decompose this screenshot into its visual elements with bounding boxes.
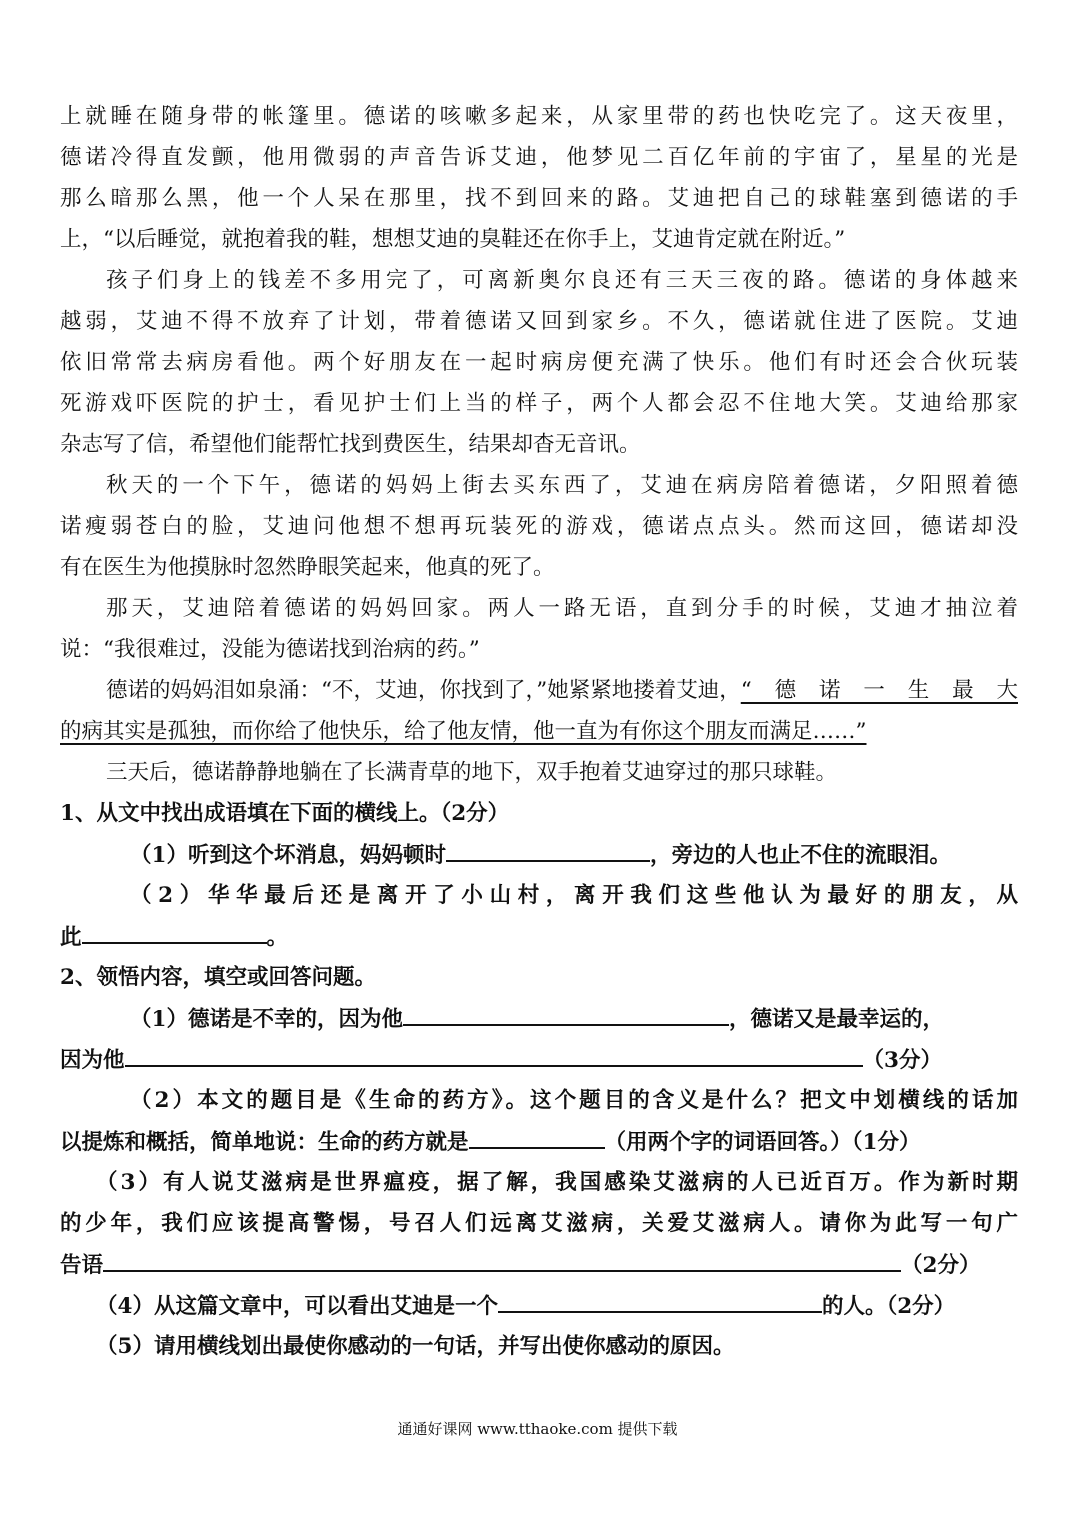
question-text: 的人。（2分）: [821, 1294, 956, 1319]
document-page: [60, 96, 1018, 1367]
question-1-2-cont: [60, 916, 1018, 957]
underlined-sentence: 的病其实是孤独，而你给了他快乐，给了他友情，他一直为有你这个朋友而满足……”: [60, 719, 867, 744]
passage-line: 那么暗那么黑，他一个人呆在那里，找不到回来的路。艾迪把自己的球鞋塞到德诺的手: [60, 186, 1018, 211]
question-text: 告语: [60, 1253, 104, 1278]
passage-line: [60, 711, 1018, 752]
passage-line: [60, 670, 1018, 711]
passage-line: 有在医生为他摸脉时忽然睁眼笑起来，他真的死了。: [60, 555, 555, 580]
answer-blank[interactable]: [82, 916, 267, 944]
question-text: 以提炼和概括，简单地说：生命的药方就是: [60, 1130, 469, 1155]
passage-text: 德诺的妈妈泪如泉涌：“不，艾迪，你找到了，”她紧紧地搂着艾迪，: [106, 678, 741, 703]
question-text: （1）德诺是不幸的，因为他: [130, 1007, 403, 1032]
question-2-1: [60, 998, 1018, 1039]
page-footer: 通通好课网 www.tthaoke.com 提供下载: [397, 1420, 678, 1438]
question-text: ，旁边的人也止不住的流眼泪。: [649, 843, 951, 868]
question-text: 此: [60, 925, 82, 950]
passage-line: 孩子们身上的钱差不多用完了，可离新奥尔良还有三天三夜的路。德诺的身体越来: [106, 268, 1018, 293]
question-text: 。: [266, 925, 289, 950]
question-text: （4）从这篇文章中，可以看出艾迪是一个: [96, 1294, 498, 1319]
question-2-3-cont: 的少年，我们应该提高警惕，号召人们远离艾滋病，关爱艾滋病人。请你为此写一句广: [60, 1211, 1018, 1236]
passage-line: 杂志写了信，希望他们能帮忙找到费医生，结果却杳无音讯。: [60, 432, 641, 457]
passage-line: 诺瘦弱苍白的脸，艾迪问他想不想再玩装死的游戏，德诺点点头。然而这回，德诺却没: [60, 514, 1018, 539]
score-label: （3分）: [862, 1048, 942, 1073]
passage-line: 说：“我很难过，没能为德诺找到治病的药。”: [60, 637, 480, 662]
answer-blank[interactable]: [103, 1244, 901, 1272]
question-2-3-answer: [60, 1244, 1018, 1285]
question-2-title: 2、领悟内容，填空或回答问题。: [60, 965, 376, 990]
passage-line: 死游戏吓医院的护士，看见护士们上当的样子，两个人都会忍不住地大笑。艾迪给那家: [60, 391, 1018, 416]
question-text: 因为他: [60, 1048, 125, 1073]
passage-line: 越弱，艾迪不得不放弃了计划，带着德诺又回到家乡。不久，德诺就住进了医院。艾迪: [60, 309, 1018, 334]
passage-line: 三天后，德诺静静地躺在了长满青草的地下，双手抱着艾迪穿过的那只球鞋。: [106, 760, 838, 785]
question-2-3: （3）有人说艾滋病是世界瘟疫，据了解，我国感染艾滋病的人已近百万。作为新时期: [96, 1170, 1018, 1195]
passage-line: 依旧常常去病房看他。两个好朋友在一起时病房便充满了快乐。他们有时还会合伙玩装: [60, 350, 1018, 375]
answer-blank[interactable]: [446, 834, 650, 862]
question-1-1: [60, 834, 1018, 875]
underlined-sentence: “德诺一生最大: [740, 678, 1018, 703]
passage-line: 德诺冷得直发颤，他用微弱的声音告诉艾迪，他梦见二百亿年前的宇宙了，星星的光是: [60, 145, 1018, 170]
score-label: （2分）: [901, 1253, 981, 1278]
passage-line: 上，“以后睡觉，就抱着我的鞋，想想艾迪的臭鞋还在你手上，艾迪肯定就在附近。”: [60, 227, 846, 252]
passage-line: 上就睡在随身带的帐篷里。德诺的咳嗽多起来，从家里带的药也快吃完了。这天夜里，: [60, 104, 1018, 129]
passage-line: 那天，艾迪陪着德诺的妈妈回家。两人一路无语，直到分手的时候，艾迪才抽泣着: [106, 596, 1018, 621]
question-text: ，德诺又是最幸运的，: [728, 1007, 944, 1032]
answer-blank[interactable]: [125, 1039, 863, 1067]
question-1-title: 1、从文中找出成语填在下面的横线上。（2分）: [60, 801, 510, 826]
question-2-5: （5）请用横线划出最使你感动的一句话，并写出使你感动的原因。: [96, 1334, 735, 1359]
question-2-1-cont: [60, 1039, 1018, 1080]
answer-blank[interactable]: [403, 998, 729, 1026]
question-2-2: （2）本文的题目是《生命的药方》。这个题目的含义是什么？把文中划横线的话加: [130, 1088, 1018, 1113]
question-text: （1）听到这个坏消息，妈妈顿时: [130, 843, 446, 868]
question-text: （用两个字的词语回答。）（1分）: [604, 1130, 921, 1155]
passage-line: 秋天的一个下午，德诺的妈妈上街去买东西了，艾迪在病房陪着德诺，夕阳照着德: [106, 473, 1018, 498]
answer-blank[interactable]: [498, 1285, 822, 1313]
question-2-4: [60, 1285, 1018, 1326]
answer-blank[interactable]: [469, 1121, 605, 1149]
question-2-2-cont: [60, 1121, 1018, 1162]
question-1-2: （2）华华最后还是离开了小山村，离开我们这些他认为最好的朋友，从: [130, 883, 1018, 908]
